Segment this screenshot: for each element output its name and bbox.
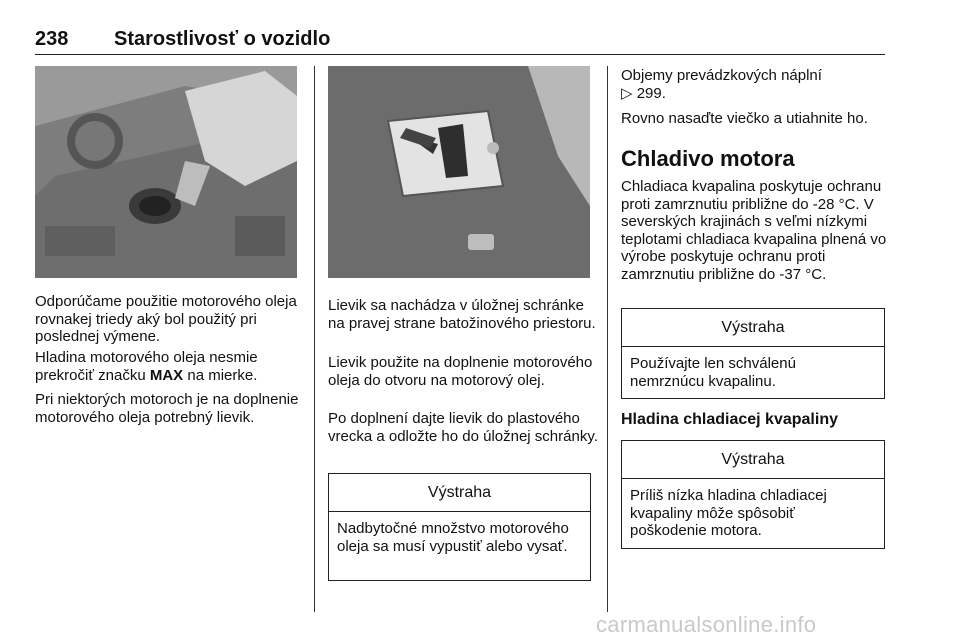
- capacities-label: Objemy prevádzkových náplní: [621, 67, 822, 84]
- funnel-usage-text: Lievik použite na doplnenie motorového oleja do otvoru na motorový olej.: [328, 354, 593, 389]
- page-header: [35, 28, 885, 54]
- warning-box-antifreeze: [621, 308, 885, 399]
- warning-text: Používajte len schválenú nemrznúcu kvapalinu.: [630, 355, 796, 390]
- funnel-needed-text: Pri niektorých motoroch je na doplnenie motorového oleja potrebný lievik.: [35, 391, 299, 426]
- engine-oil-filling-photo: [35, 66, 297, 278]
- warning-title: Výstraha: [622, 309, 884, 347]
- cargo-compartment-funnel-photo: [328, 66, 590, 278]
- warning-title: Výstraha: [329, 474, 590, 512]
- oil-recommendation-text: Odporúčame použitie motorového oleja rovnakej triedy aký bol použitý pri poslednej výmene.: [35, 293, 297, 345]
- warning-box-excess-oil: [328, 473, 591, 581]
- coolant-protection-text: Chladiaca kvapalina poskytuje ochranu proti zamrznutiu približne do -28 °C. V severských krajinách s veľmi nízkymi teplotami chladiaca kvapalina plnená vo výrobe poskytuje ochranu proti zamrznutiu približne do -37 °C.: [621, 178, 887, 283]
- coolant-heading: Chladivo motora: [621, 146, 795, 171]
- warning-text: Príliš nízka hladina chladiacej kvapaliny môže spôsobiť poškodenie motora.: [630, 487, 827, 539]
- watermark: carmanualsonline.info: [596, 612, 817, 637]
- oil-level-text-part: na mierke.: [183, 366, 258, 384]
- coolant-level-heading: Hladina chladiacej kvapaliny: [621, 411, 838, 428]
- capacities-page-ref[interactable]: 299.: [636, 84, 666, 102]
- max-mark: MAX: [149, 366, 184, 384]
- warning-title: Výstraha: [622, 441, 884, 479]
- column-divider: [314, 66, 315, 612]
- warning-box-low-coolant: [621, 440, 885, 549]
- column-divider: [607, 66, 608, 612]
- oil-level-text-part: Hladina motorového oleja nesmie prekročiť značku: [35, 349, 258, 384]
- capacities-reference-text: [621, 67, 891, 102]
- page-number: 238: [35, 28, 69, 50]
- header-rule: [35, 54, 885, 55]
- page-ref-arrow-icon: ▷: [621, 84, 633, 102]
- cap-tighten-text: Rovno nasaďte viečko a utiahnite ho.: [621, 110, 868, 127]
- chapter-title: Starostlivosť o vozidlo: [114, 28, 331, 50]
- warning-text: Nadbytočné množstvo motorového oleja sa musí vypustiť alebo vysať.: [337, 520, 569, 555]
- oil-level-text: [35, 349, 305, 384]
- funnel-storage-text: Po doplnení dajte lievik do plastového vrecka a odložte ho do úložnej schránky.: [328, 410, 598, 445]
- funnel-location-text: Lievik sa nachádza v úložnej schránke na pravej strane batožinového priestoru.: [328, 297, 596, 332]
